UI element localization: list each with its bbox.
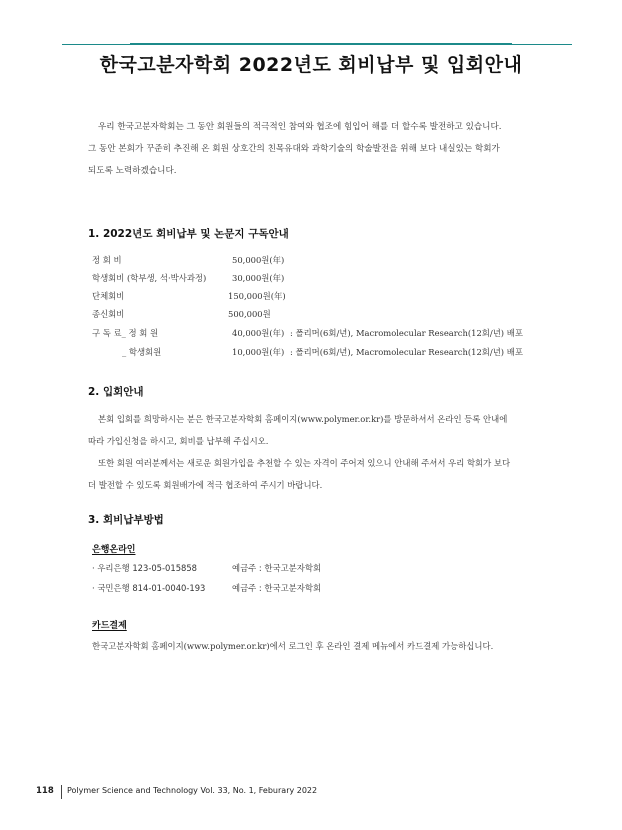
fee-note: : 폴리머(6회/년), Macromolecular Research(12회/년) 배포: [290, 328, 523, 338]
subscription-row: [92, 327, 552, 345]
intro-line: 되도록 노력하겠습니다.: [88, 166, 177, 176]
fee-value: 10,000원(年): [232, 347, 285, 357]
fee-row: [92, 254, 552, 272]
fee-value: 50,000원(年): [232, 255, 285, 265]
fee-row: [92, 272, 552, 290]
para-line: 더 발전할 수 있도록 회원배가에 적극 협조하여 주시기 바랍니다.: [88, 480, 323, 490]
fee-label: 구 독 료_ 정 회 원: [92, 328, 159, 338]
fee-label: 단체회비: [92, 291, 125, 301]
section2-heading: 2. 입회안내: [88, 386, 144, 398]
fee-row: [92, 308, 552, 326]
intro-line: 그 동안 본회가 꾸준히 추진해 온 회원 상호간의 친목유대와 과학기술의 학술발전을 위해 보다 내실있는 학회가: [88, 144, 500, 154]
fee-value: 150,000원(年): [228, 291, 286, 301]
journal-citation: Polymer Science and Technology Vol. 33, No. 1, Feburary 2022: [67, 786, 318, 795]
fee-label: 정 회 비: [92, 255, 122, 265]
page-title: 한국고분자학회 2022년도 회비납부 및 입회안내: [99, 54, 523, 76]
fee-label: _ 학생회원: [122, 347, 162, 357]
bank-account-row: [92, 582, 492, 598]
bank-account-row: [92, 562, 492, 578]
intro-line: 우리 한국고분자학회는 그 동안 회원들의 적극적인 참여와 협조에 힘입어 해를 더 할수록 발전하고 있습니다.: [98, 122, 502, 132]
membership-paragraph: [88, 408, 542, 496]
fee-label: 종신회비: [92, 309, 125, 319]
fee-note: : 폴리머(6회/년), Macromolecular Research(12회/년) 배포: [290, 347, 523, 357]
fee-label: 학생회비 (학부생, 석·박사과정): [92, 273, 207, 283]
account-holder: 예금주 : 한국고분자학회: [232, 563, 322, 573]
footer-divider: [61, 785, 62, 799]
fee-value: 30,000원(年): [232, 273, 285, 283]
card-payment-text: 한국고분자학회 홈페이지(www.polymer.or.kr)에서 로그인 후 온라인 결제 메뉴에서 카드결제 가능하십니다.: [92, 641, 494, 651]
fee-row: [92, 290, 552, 308]
online-bank-title: 은행온라인: [92, 545, 136, 555]
bank-account: · 국민은행 814-01-0040-193: [92, 583, 206, 593]
top-rule-accent: [130, 43, 512, 45]
subscription-row: [92, 346, 552, 364]
fee-value: 40,000원(年): [232, 328, 285, 338]
para-line: 본회 입회를 희망하시는 분은 한국고분자학회 홈페이지(www.polymer.or.kr)를 방문하셔서 온라인 등록 안내에: [98, 414, 508, 424]
section1-heading: 1. 2022년도 회비납부 및 논문지 구독안내: [88, 228, 289, 240]
para-line: 또한 회원 여러분께서는 새로운 회원가입을 추천할 수 있는 자격이 주어져 있으니 안내해 주셔서 우리 학회가 보다: [98, 458, 511, 468]
page-number: 118: [36, 786, 54, 796]
account-holder: 예금주 : 한국고분자학회: [232, 583, 322, 593]
intro-paragraph: [88, 116, 542, 182]
section3-heading: 3. 회비납부방법: [88, 514, 164, 526]
card-payment-title: 카드결제: [92, 621, 127, 631]
bank-account: · 우리은행 123-05-015858: [92, 563, 198, 573]
para-line: 따라 가입신청을 하시고, 회비를 납부해 주십시오.: [88, 436, 269, 446]
fee-value: 500,000원: [228, 309, 271, 319]
